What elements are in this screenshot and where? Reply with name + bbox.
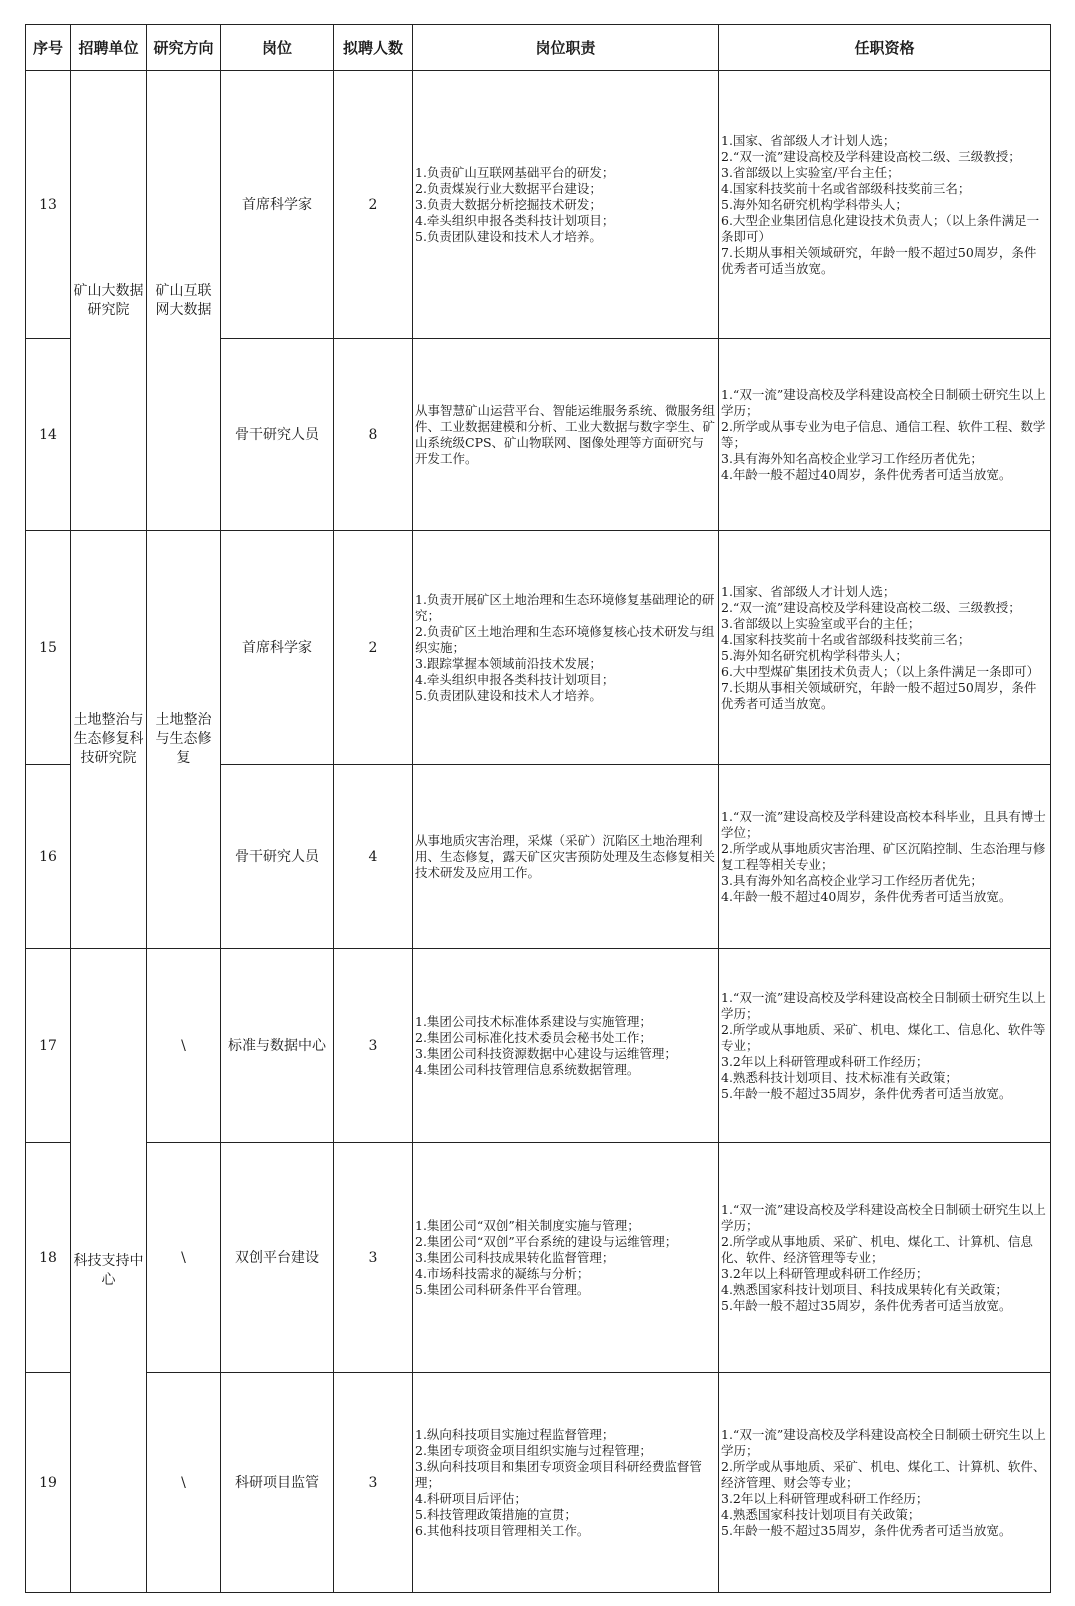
row-number: 16 bbox=[26, 765, 71, 949]
duty-item: 6.其他科技项目管理相关工作。 bbox=[415, 1522, 590, 1538]
duty-item: 1.纵向科技项目实施过程监督管理； bbox=[415, 1426, 615, 1442]
qualification-item: 3.省部级以上实验室或平台的主任； bbox=[721, 615, 921, 631]
row-number: 18 bbox=[26, 1143, 71, 1373]
duties-cell bbox=[413, 949, 719, 1143]
duties-cell bbox=[413, 1143, 719, 1373]
qualifications-cell bbox=[719, 765, 1051, 949]
row-number: 15 bbox=[26, 531, 71, 765]
unit-cell: 矿山大数据研究院 bbox=[71, 71, 147, 531]
duty-item: 4.牵头组织申报各类科技计划项目； bbox=[415, 671, 615, 687]
unit-cell: 土地整治与生态修复科技研究院 bbox=[71, 531, 147, 949]
qualification-item: 3.具有海外知名高校企业学习工作经历者优先； bbox=[721, 872, 983, 888]
header-unit: 招聘单位 bbox=[71, 25, 147, 71]
qualification-item: 3.2年以上科研管理或科研工作经历； bbox=[721, 1053, 929, 1069]
duty-item: 1.集团公司技术标准体系建设与实施管理； bbox=[415, 1013, 652, 1029]
qualification-item: 2.“双一流”建设高校及学科建设高校二级、三级教授； bbox=[721, 148, 1021, 164]
duty-item: 从事智慧矿山运营平台、智能运维服务系统、微服务组件、工业数据建模和分析、工业大数据与数字孪生、矿山系统级CPS、矿山物联网、图像处理等方面研究与开发工作。 bbox=[415, 402, 716, 466]
duty-item: 3.负责大数据分析挖掘技术研发； bbox=[415, 196, 602, 212]
count-cell: 3 bbox=[334, 949, 413, 1143]
header-row bbox=[26, 25, 1051, 71]
direction-cell: \ bbox=[147, 1143, 221, 1373]
direction-cell: 土地整治与生态修复 bbox=[147, 531, 221, 949]
duty-item: 5.负责团队建设和技术人才培养。 bbox=[415, 687, 602, 703]
qualification-item: 5.年龄一般不超过35周岁，条件优秀者可适当放宽。 bbox=[721, 1522, 1012, 1538]
count-cell: 4 bbox=[334, 765, 413, 949]
qualification-item: 1.“双一流”建设高校及学科建设高校全日制硕士研究生以上学历； bbox=[721, 1201, 1046, 1233]
table-row bbox=[26, 531, 1051, 765]
qualification-item: 2.所学或从事地质、采矿、机电、煤化工、计算机、信息化、软件、经济管理等专业； bbox=[721, 1233, 1033, 1265]
header-no: 序号 bbox=[26, 25, 71, 71]
qualification-item: 2.所学或从事地质、采矿、机电、煤化工、计算机、软件、经济管理、财会等专业； bbox=[721, 1458, 1046, 1490]
direction-cell: 矿山互联网大数据 bbox=[147, 71, 221, 531]
recruitment-table bbox=[25, 24, 1051, 1593]
qualifications-cell bbox=[719, 1143, 1051, 1373]
qualification-item: 5.年龄一般不超过35周岁，条件优秀者可适当放宽。 bbox=[721, 1297, 1012, 1313]
duty-item: 3.集团公司科技成果转化监督管理； bbox=[415, 1249, 615, 1265]
qualification-item: 1.国家、省部级人才计划人选； bbox=[721, 583, 896, 599]
qualification-item: 3.2年以上科研管理或科研工作经历； bbox=[721, 1490, 929, 1506]
qualification-item: 3.具有海外知名高校企业学习工作经历者优先； bbox=[721, 450, 983, 466]
qualifications-cell bbox=[719, 339, 1051, 531]
row-number: 14 bbox=[26, 339, 71, 531]
duties-cell bbox=[413, 765, 719, 949]
qualifications-cell bbox=[719, 71, 1051, 339]
qualification-item: 4.年龄一般不超过40周岁，条件优秀者可适当放宽。 bbox=[721, 888, 1012, 904]
count-cell: 3 bbox=[334, 1373, 413, 1593]
qualification-item: 2.“双一流”建设高校及学科建设高校二级、三级教授； bbox=[721, 599, 1021, 615]
qualification-item: 4.熟悉科技计划项目、技术标准有关政策； bbox=[721, 1069, 958, 1085]
qualification-item: 4.国家科技奖前十名或省部级科技奖前三名； bbox=[721, 631, 971, 647]
duty-item: 5.集团公司科研条件平台管理。 bbox=[415, 1281, 590, 1297]
qualifications-cell bbox=[719, 1373, 1051, 1593]
qualification-item: 2.所学或从事地质灾害治理、矿区沉陷控制、生态治理与修复工程等相关专业； bbox=[721, 840, 1046, 872]
qualification-item: 1.国家、省部级人才计划人选； bbox=[721, 132, 896, 148]
duty-item: 4.牵头组织申报各类科技计划项目； bbox=[415, 212, 615, 228]
duty-item: 2.负责矿区土地治理和生态环境修复核心技术研发与组织实施； bbox=[415, 623, 715, 655]
duty-item: 1.集团公司“双创”相关制度实施与管理； bbox=[415, 1217, 640, 1233]
duty-item: 2.集团公司“双创”平台系统的建设与运维管理； bbox=[415, 1233, 678, 1249]
duty-item: 2.负责煤炭行业大数据平台建设； bbox=[415, 180, 602, 196]
qualification-item: 4.熟悉国家科技计划项目有关政策； bbox=[721, 1506, 921, 1522]
duty-item: 从事地质灾害治理，采煤（采矿）沉陷区土地治理利用、生态修复，露天矿区灾害预防处理及生态修复相关技术研发及应用工作。 bbox=[415, 832, 716, 880]
qualification-item: 1.“双一流”建设高校及学科建设高校全日制硕士研究生以上学历； bbox=[721, 386, 1046, 418]
duty-item: 4.市场科技需求的凝练与分析； bbox=[415, 1265, 590, 1281]
duties-cell bbox=[413, 531, 719, 765]
qualification-item: 6.大中型煤矿集团技术负责人；（以上条件满足一条即可） bbox=[721, 663, 1040, 679]
duty-item: 4.集团公司科技管理信息系统数据管理。 bbox=[415, 1061, 640, 1077]
qualification-item: 1.“双一流”建设高校及学科建设高校本科毕业，且具有博士学位； bbox=[721, 808, 1046, 840]
duty-item: 3.纵向科技项目和集团专项资金项目科研经费监督管理； bbox=[415, 1458, 702, 1490]
duties-cell bbox=[413, 71, 719, 339]
qualification-item: 4.年龄一般不超过40周岁，条件优秀者可适当放宽。 bbox=[721, 466, 1012, 482]
duty-item: 5.科技管理政策措施的宣贯； bbox=[415, 1506, 577, 1522]
qualification-item: 5.海外知名研究机构学科带头人； bbox=[721, 196, 908, 212]
qualification-item: 2.所学或从事地质、采矿、机电、煤化工、信息化、软件等专业； bbox=[721, 1021, 1046, 1053]
duty-item: 3.跟踪掌握本领域前沿技术发展； bbox=[415, 655, 602, 671]
qualification-item: 5.海外知名研究机构学科带头人； bbox=[721, 647, 908, 663]
post-cell: 骨干研究人员 bbox=[221, 339, 334, 531]
qualification-item: 7.长期从事相关领域研究，年龄一般不超过50周岁，条件优秀者可适当放宽。 bbox=[721, 244, 1037, 276]
post-cell: 首席科学家 bbox=[221, 531, 334, 765]
qualification-item: 2.所学或从事专业为电子信息、通信工程、软件工程、数学等； bbox=[721, 418, 1046, 450]
header-direction: 研究方向 bbox=[147, 25, 221, 71]
table-row bbox=[26, 949, 1051, 1143]
count-cell: 2 bbox=[334, 71, 413, 339]
count-cell: 2 bbox=[334, 531, 413, 765]
qualification-item: 4.国家科技奖前十名或省部级科技奖前三名； bbox=[721, 180, 971, 196]
direction-cell: \ bbox=[147, 949, 221, 1143]
duties-cell bbox=[413, 339, 719, 531]
qualification-item: 3.2年以上科研管理或科研工作经历； bbox=[721, 1265, 929, 1281]
post-cell: 科研项目监管 bbox=[221, 1373, 334, 1593]
post-cell: 双创平台建设 bbox=[221, 1143, 334, 1373]
table-row bbox=[26, 1373, 1051, 1593]
row-number: 19 bbox=[26, 1373, 71, 1593]
post-cell: 骨干研究人员 bbox=[221, 765, 334, 949]
duties-cell bbox=[413, 1373, 719, 1593]
qualifications-cell bbox=[719, 531, 1051, 765]
table-row bbox=[26, 71, 1051, 339]
duty-item: 5.负责团队建设和技术人才培养。 bbox=[415, 228, 602, 244]
count-cell: 3 bbox=[334, 1143, 413, 1373]
duty-item: 4.科研项目后评估； bbox=[415, 1490, 527, 1506]
header-duties: 岗位职责 bbox=[413, 25, 719, 71]
header-count: 拟聘人数 bbox=[334, 25, 413, 71]
qualification-item: 1.“双一流”建设高校及学科建设高校全日制硕士研究生以上学历； bbox=[721, 989, 1046, 1021]
row-number: 17 bbox=[26, 949, 71, 1143]
qualification-item: 4.熟悉国家科技计划项目、科技成果转化有关政策； bbox=[721, 1281, 1008, 1297]
qualification-item: 7.长期从事相关领域研究，年龄一般不超过50周岁，条件优秀者可适当放宽。 bbox=[721, 679, 1037, 711]
direction-cell: \ bbox=[147, 1373, 221, 1593]
post-cell: 首席科学家 bbox=[221, 71, 334, 339]
duty-item: 3.集团公司科技资源数据中心建设与运维管理； bbox=[415, 1045, 677, 1061]
unit-cell: 科技支持中心 bbox=[71, 949, 147, 1593]
header-post: 岗位 bbox=[221, 25, 334, 71]
qualification-item: 3.省部级以上实验室/平台主任； bbox=[721, 164, 900, 180]
qualifications-cell bbox=[719, 949, 1051, 1143]
qualification-item: 6.大型企业集团信息化建设技术负责人；（以上条件满足一条即可） bbox=[721, 212, 1040, 244]
table-row bbox=[26, 1143, 1051, 1373]
header-qualifications: 任职资格 bbox=[719, 25, 1051, 71]
duty-item: 2.集团专项资金项目组织实施与过程管理； bbox=[415, 1442, 652, 1458]
qualification-item: 1.“双一流”建设高校及学科建设高校全日制硕士研究生以上学历； bbox=[721, 1426, 1046, 1458]
duty-item: 1.负责开展矿区土地治理和生态环境修复基础理论的研究； bbox=[415, 591, 715, 623]
count-cell: 8 bbox=[334, 339, 413, 531]
duty-item: 1.负责矿山互联网基础平台的研发； bbox=[415, 164, 615, 180]
duty-item: 2.集团公司标准化技术委员会秘书处工作； bbox=[415, 1029, 652, 1045]
post-cell: 标准与数据中心 bbox=[221, 949, 334, 1143]
qualification-item: 5.年龄一般不超过35周岁，条件优秀者可适当放宽。 bbox=[721, 1085, 1012, 1101]
row-number: 13 bbox=[26, 71, 71, 339]
